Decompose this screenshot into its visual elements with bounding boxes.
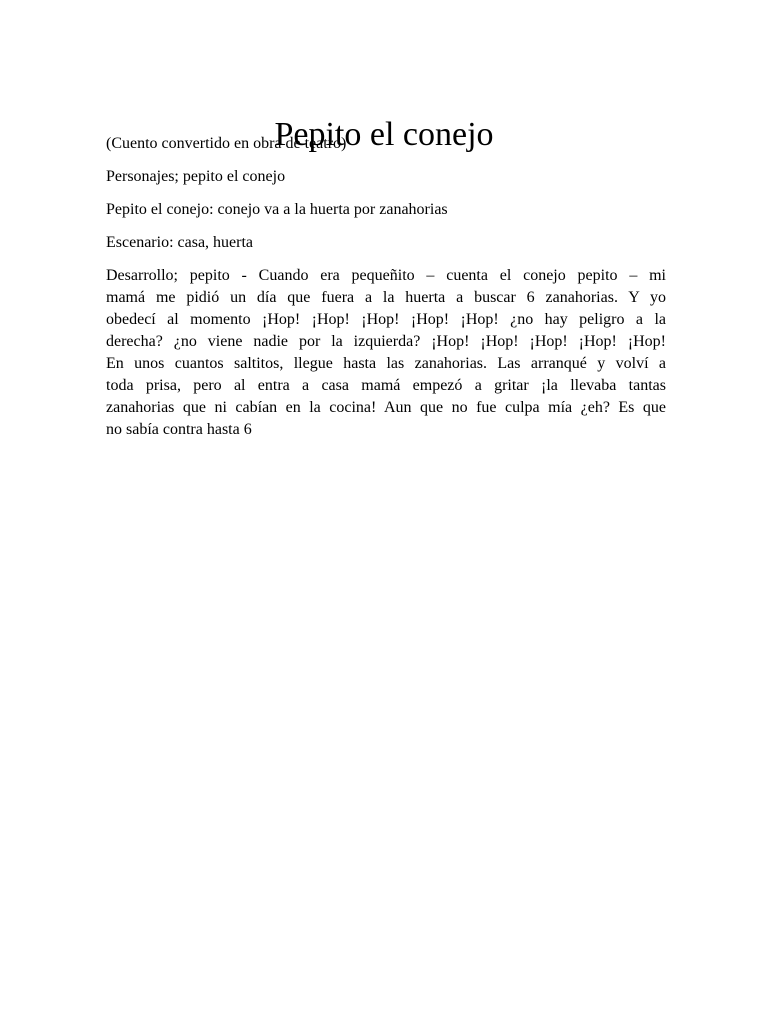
desarrollo-line: no sabía contra hasta 6 — [106, 421, 252, 438]
desarrollo-line: derecha? ¿no viene nadie por la izquierda? ¡Hop! ¡Hop! ¡Hop! ¡Hop! ¡Hop! — [106, 333, 666, 350]
desarrollo-line: obedecí al momento ¡Hop! ¡Hop! ¡Hop! ¡Hop! ¡Hop! ¿no hay peligro a la — [106, 311, 666, 328]
personajes-paragraph: Personajes; pepito el conejo — [106, 168, 286, 185]
desarrollo-line: zanahorias que ni cabían en la cocina! Aun que no fue culpa mía ¿eh? Es que — [106, 399, 666, 416]
desarrollo-line: toda prisa, pero al entra a casa mamá empezó a gritar ¡la llevaba tantas — [106, 377, 666, 394]
subtitle-paragraph: (Cuento convertido en obra de teatro) — [106, 135, 347, 152]
desarrollo-paragraph — [106, 265, 666, 441]
document-title: Pepito el conejo — [274, 115, 494, 153]
desarrollo-line: En unos cuantos saltitos, llegue hasta las zanahorias. Las arranqué y volví a — [106, 355, 666, 372]
escenario-paragraph: Escenario: casa, huerta — [106, 234, 254, 251]
desarrollo-line: Desarrollo; pepito - Cuando era pequeñito – cuenta el conejo pepito – mi — [106, 267, 666, 284]
desarrollo-line: mamá me pidió un día que fuera a la huerta a buscar 6 zanahorias. Y yo — [106, 289, 666, 306]
sinopsis-paragraph: Pepito el conejo: conejo va a la huerta por zanahorias — [106, 201, 448, 218]
